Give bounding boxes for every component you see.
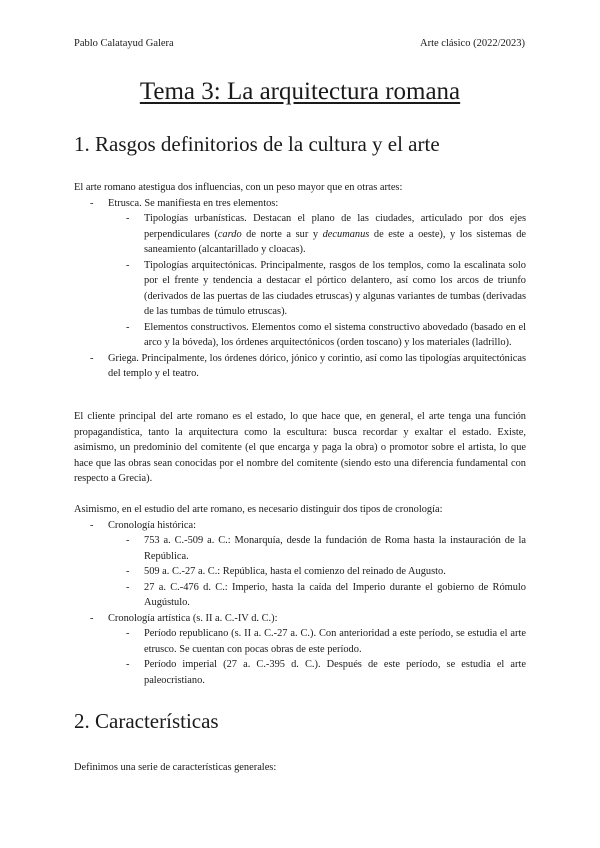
list-item-constructivos: [108, 320, 526, 351]
header-author: Pablo Calatayud Galera: [74, 38, 174, 49]
list-item-urbanisticas: [108, 211, 526, 258]
list-item-artistic: [74, 611, 526, 689]
list-item-arquitectonicas: [108, 258, 526, 320]
list-dash: -: [90, 612, 94, 624]
list-item-imperio: [108, 580, 526, 611]
historical-text: Cronología histórica:: [108, 519, 197, 531]
client-paragraph-block: [74, 409, 526, 487]
list-item-monarquia: [108, 533, 526, 564]
list-dash: -: [126, 321, 130, 333]
republicano-text: Período republicano (s. II a. C.-27 a. C.). Con anterioridad a este período, se estudia el arte etrusco. Se cuentan con pocas obras de este período.: [144, 628, 526, 655]
list-dash: -: [90, 352, 94, 364]
list-item-imperial: [108, 657, 526, 688]
section-2-heading: 2. Características: [74, 709, 219, 733]
list-dash: -: [126, 259, 130, 271]
urbanisticas-text-a: Tipologías urbanísticas. Destacan el plano de las ciudades, articulado por dos ejes perpendiculares (: [144, 213, 526, 240]
decumanus-term: decumanus: [322, 228, 370, 240]
list-dash: -: [90, 519, 94, 531]
influences-list: [74, 196, 526, 382]
list-item-republicano: [108, 626, 526, 657]
chronology-list: [74, 518, 526, 689]
characteristics-block: [74, 760, 526, 776]
influences-block: [74, 180, 526, 382]
list-item-republica: [108, 564, 526, 580]
influences-intro: El arte romano atestigua dos influencias, con un peso mayor que en otras artes:: [74, 182, 403, 193]
monarquia-text: 753 a. C.-509 a. C.: Monarquía, desde la fundación de Roma hasta la instauración de la República.: [144, 535, 526, 562]
etrusca-text: Etrusca. Se manifiesta en tres elementos:: [108, 197, 279, 209]
griega-text: Griega. Principalmente, los órdenes dórico, jónico y corintio, así como las tipologías arquitectónicas del templo y el teatro.: [108, 352, 526, 379]
artistic-text: Cronología artística (s. II a. C.-IV d. C.):: [108, 612, 278, 624]
section-1-heading: 1. Rasgos definitorios de la cultura y el arte: [74, 132, 440, 156]
list-item-historical: [74, 518, 526, 611]
urbanisticas-text-c: de este a oeste), y los sistemas de saneamiento (alcantarillado y cloacas).: [144, 228, 526, 255]
characteristics-intro: Definimos una serie de características generales:: [74, 762, 277, 773]
artistic-sublist: [108, 626, 526, 688]
constructivos-text: Elementos constructivos. Elementos como el sistema constructivo abovedado (basado en el arco y la bóveda), los órdenes arquitectónicos (orden toscano) y los materiales (ladrillo).: [144, 321, 526, 348]
cardo-term: cardo: [217, 228, 242, 240]
page-title: Tema 3: La arquitectura romana: [139, 78, 461, 105]
imperio-text: 27 a. C.-476 d. C.: Imperio, hasta la caída del Imperio durante el gobierno de Rómulo Augústulo.: [144, 581, 526, 608]
header-course: Arte clásico (2022/2023): [420, 38, 525, 49]
list-item-griega: [74, 351, 526, 382]
chronology-intro: Asimismo, en el estudio del arte romano, es necesario distinguir dos tipos de cronología:: [74, 504, 443, 515]
client-paragraph: El cliente principal del arte romano es el estado, lo que hace que, en general, el arte tenga una función propagandística, tanto la arquitectura como la escultura: busca recordar y exaltar el estado. Existe, asimismo, un predominio del comitente (el que encarga y paga la obra) o promotor sobre el artista, lo que hace que las obras sean conocidas por el nombre del comitente (siendo esto una diferencia fundamental con respecto a Grecia).: [74, 411, 526, 484]
list-dash: -: [126, 566, 130, 577]
chronology-block: [74, 502, 526, 688]
list-dash: -: [126, 659, 130, 670]
historical-sublist: [108, 533, 526, 611]
list-dash: -: [126, 581, 130, 593]
list-dash: -: [126, 628, 130, 639]
republica-text: 509 a. C.-27 a. C.: República, hasta el comienzo del reinado de Augusto.: [144, 566, 446, 577]
imperial-text: Período imperial (27 a. C.-395 d. C.). Después de este período, se estudia el arte paleocristiano.: [144, 659, 526, 686]
list-item-etrusca: [74, 196, 526, 351]
urbanisticas-text-b: de norte a sur y: [241, 228, 323, 240]
list-dash: -: [90, 197, 94, 209]
list-dash: -: [126, 213, 130, 224]
arquitectonicas-text: Tipologías arquitectónicas. Principalmente, rasgos de los templos, como la escalinata solo por el frente y tendencia a destacar el pórtico delantero, así como los arcos de triunfo (derivados de las puertas de las ciudades etruscas) y algunas variantes de tumbas (derivadas de las tumbas de túmulo etruscas).: [144, 259, 526, 317]
etrusca-sublist: [108, 211, 526, 351]
list-dash: -: [126, 535, 130, 546]
